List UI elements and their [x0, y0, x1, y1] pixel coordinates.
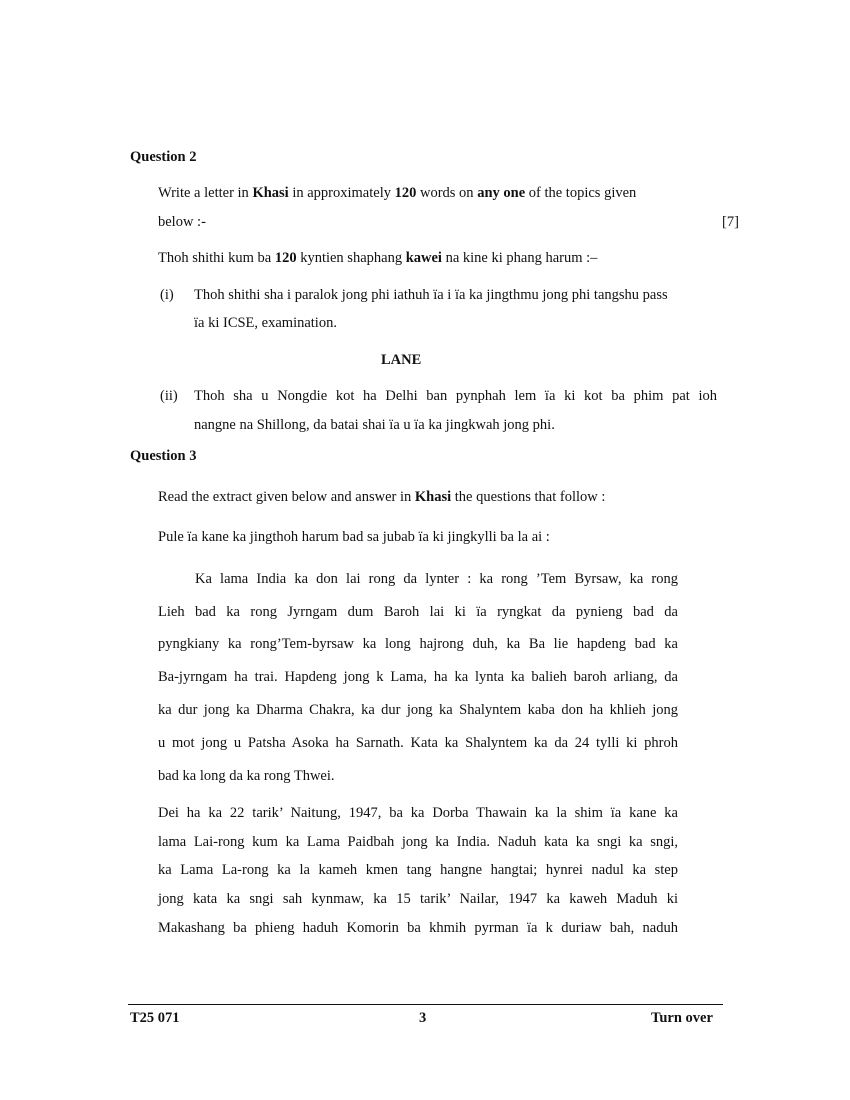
extract-line: bad ka long da ka rong Thwei.: [158, 768, 335, 784]
option-number: (ii): [160, 388, 178, 404]
question-2-heading: Question 2: [130, 149, 197, 165]
extract-line: lama Lai-rong kum ka Lama Paidbah jong ka India. Naduh kata ka sngi ka sngi,: [158, 834, 678, 850]
extract-line: jong kata ka sngi sah kynmaw, ka 15 tarik’ Nailar, 1947 ka kaweh Maduh ki: [158, 891, 678, 907]
question-2-instruction-cont: below :-: [158, 214, 206, 230]
footer-rule: [128, 1004, 723, 1005]
question-3-khasi-instruction: Pule ïa kane ka jingthoh harum bad sa jubab ïa ki jingkylli ba la ai :: [158, 529, 550, 545]
option-number: (i): [160, 287, 174, 303]
extract-line: Makashang ba phieng haduh Komorin ba khmih pyrman ïa k duriaw bah, naduh: [158, 920, 678, 936]
option-2-text: Thoh sha u Nongdie kot ha Delhi ban pynphah lem ïa ki kot ba phim pat ioh: [194, 388, 717, 404]
question-3-instruction: Read the extract given below and answer in Khasi the questions that follow :: [158, 489, 606, 505]
turn-over-label: Turn over: [651, 1010, 713, 1026]
marks-label: [7]: [722, 214, 739, 230]
question-2-instruction: Write a letter in Khasi in approximately 120 words on any one of the topics given: [158, 185, 637, 201]
question-3-heading: Question 3: [130, 448, 197, 464]
or-divider: LANE: [381, 352, 422, 368]
extract-line: ka dur jong ka Dharma Chakra, ka dur jong ka Shalyntem kaba don ha khlieh jong: [158, 702, 678, 718]
extract-line: Ba-jyrngam ha trai. Hapdeng jong k Lama, ha ka lynta ka balieh baroh arliang, da: [158, 669, 678, 685]
extract-line: pyngkiany ka rong’Tem-byrsaw ka long hajrong duh, ka Ba lie hapdeng bad ka: [158, 636, 678, 652]
option-1-text-cont: ïa ki ICSE, examination.: [194, 315, 337, 331]
extract-line: ka Lama La-rong ka la kameh kmen tang hangne hangtai; hynrei nadul ka step: [158, 862, 678, 878]
page-number: 3: [419, 1010, 427, 1026]
extract-line: Lieh bad ka rong Jyrngam dum Baroh lai ki ïa ryngkat da pynieng bad da: [158, 604, 678, 620]
extract-line: Ka lama India ka don lai rong da lynter : ka rong ’Tem Byrsaw, ka rong: [195, 571, 678, 587]
question-2-khasi-instruction: Thoh shithi kum ba 120 kyntien shaphang kawei na kine ki phang harum :–: [158, 250, 598, 266]
extract-line: u mot jong u Patsha Asoka ha Sarnath. Kata ka Shalyntem ka da 24 tylli ki phroh: [158, 735, 678, 751]
extract-line: Dei ha ka 22 tarik’ Naitung, 1947, ba ka Dorba Thawain ka la shim ïa kane ka: [158, 805, 678, 821]
paper-code: T25 071: [130, 1010, 180, 1026]
option-2-text-cont: nangne na Shillong, da batai shai ïa u ïa ka jingkwah jong phi.: [194, 417, 555, 433]
option-1-text: Thoh shithi sha i paralok jong phi iathuh ïa i ïa ka jingthmu jong phi tangshu pass: [194, 287, 668, 303]
